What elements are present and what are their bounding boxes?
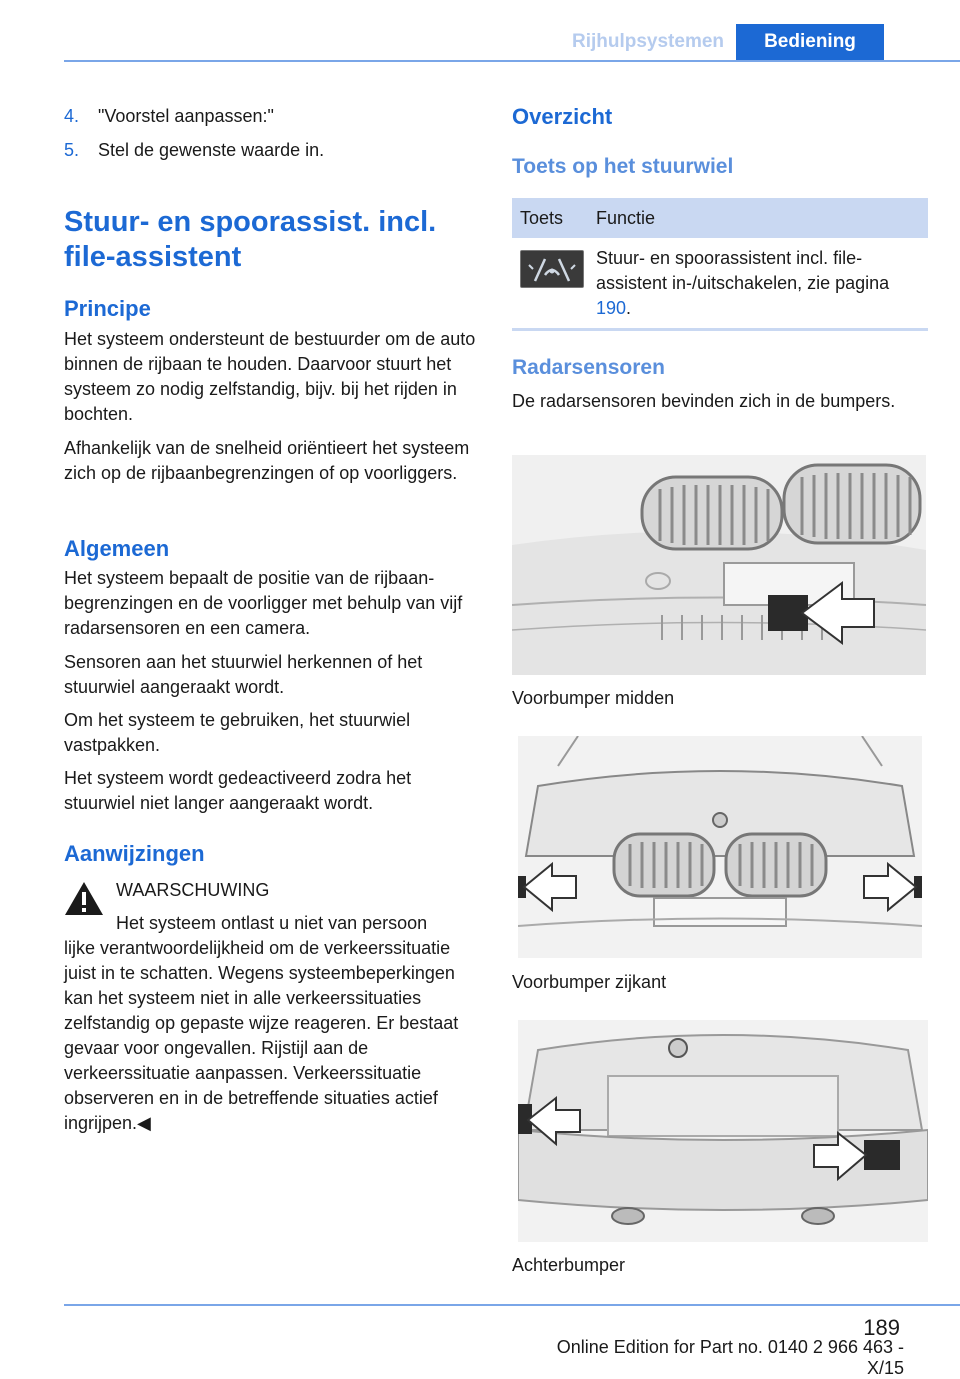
warning-title: WAARSCHUWING [116,880,270,900]
paragraph: Om het systeem te gebruiken, het stuurwiel vastpakken. [64,710,411,755]
figure-caption: Voorbumper zijkant [512,972,667,992]
table-row [512,238,928,324]
header-rule [64,60,960,62]
paragraph: Sensoren aan het stuurwiel herkennen of het stuurwiel aangeraakt wordt. [64,652,423,697]
page-header [0,0,960,62]
heading-toets: Toets op het stuurwiel [512,155,734,178]
warning-text: lijke verantwoordelijkheid om de verkeerssituatie juist in te schatten. Wegens systeembeperkingen kan het systeem niet in alle verkeerssituaties zelfstandig op gepaste wijze reageren. Er bestaat gevaar voor ongevallen. Rijstijl aan de verkeerssituatie aanpassen. Verkeerssituatie observeren en in de betreffende situaties actief ingrijpen.◀ [64,938,459,1133]
page-link[interactable]: 190 [596,298,627,318]
figure-caption: Achterbumper [512,1255,626,1275]
table-col-functie: Functie [596,208,656,228]
warning-icon [64,880,104,916]
heading-overzicht: Overzicht [512,104,613,129]
list-number: 5. [64,140,80,160]
front-bumper-middle-image [512,455,926,675]
section-title: Rijhulpsystemen [571,31,725,52]
page-number: 189 [863,1315,900,1340]
edition-note: Online Edition for Part no. 0140 2 966 463 - X/15 [556,1337,904,1378]
table-col-toets: Toets [520,208,564,228]
lane-assist-button-icon [520,250,584,288]
page-title: Stuur- en spoorassist. incl. file-assistent [64,206,437,273]
warning-text: Het systeem ontlast u niet van persoon [116,913,428,933]
paragraph: Afhankelijk van de snelheid oriëntieert het systeem zich op de rijbaanbegrenzingen of op voorliggers. [64,438,470,483]
footer-rule [64,1304,960,1306]
chapter-tab: Bediening [736,24,884,60]
list-item: Stel de gewenste waarde in. [98,140,325,160]
heading-radarsensoren: Radarsensoren [512,356,665,379]
heading-principe: Principe [64,296,151,321]
heading-algemeen: Algemeen [64,536,170,561]
paragraph: Het systeem bepaalt de positie van de rijbaanbegrenzingen en de voorligger met behulp van vijf radarsensoren en een camera. [64,568,463,638]
paragraph: Het systeem wordt gedeactiveerd zodra het stuurwiel niet langer aangeraakt wordt. [64,768,412,813]
list-number: 4. [64,106,80,126]
rear-bumper-image [518,1020,928,1242]
table-cell-functie: Stuur- en spoorassistent incl. file-assistent in-/uitschakelen, zie pagina 190. [596,248,890,318]
list-item: "Voorstel aanpassen:" [98,106,274,126]
button-table [512,198,928,324]
paragraph: De radarsensoren bevinden zich in de bumpers. [512,391,896,411]
heading-aanwijzingen: Aanwijzingen [64,841,205,866]
front-bumper-side-image [518,736,922,958]
paragraph: Het systeem ondersteunt de bestuurder om de auto binnen de rijbaan te houden. Daarvoor stuurt het systeem zo nodig zelfstandig, bijv. bij het rijden in bochten. [64,329,476,424]
figure-caption: Voorbumper midden [512,688,675,708]
section-divider [512,328,928,331]
table-header [512,198,928,238]
